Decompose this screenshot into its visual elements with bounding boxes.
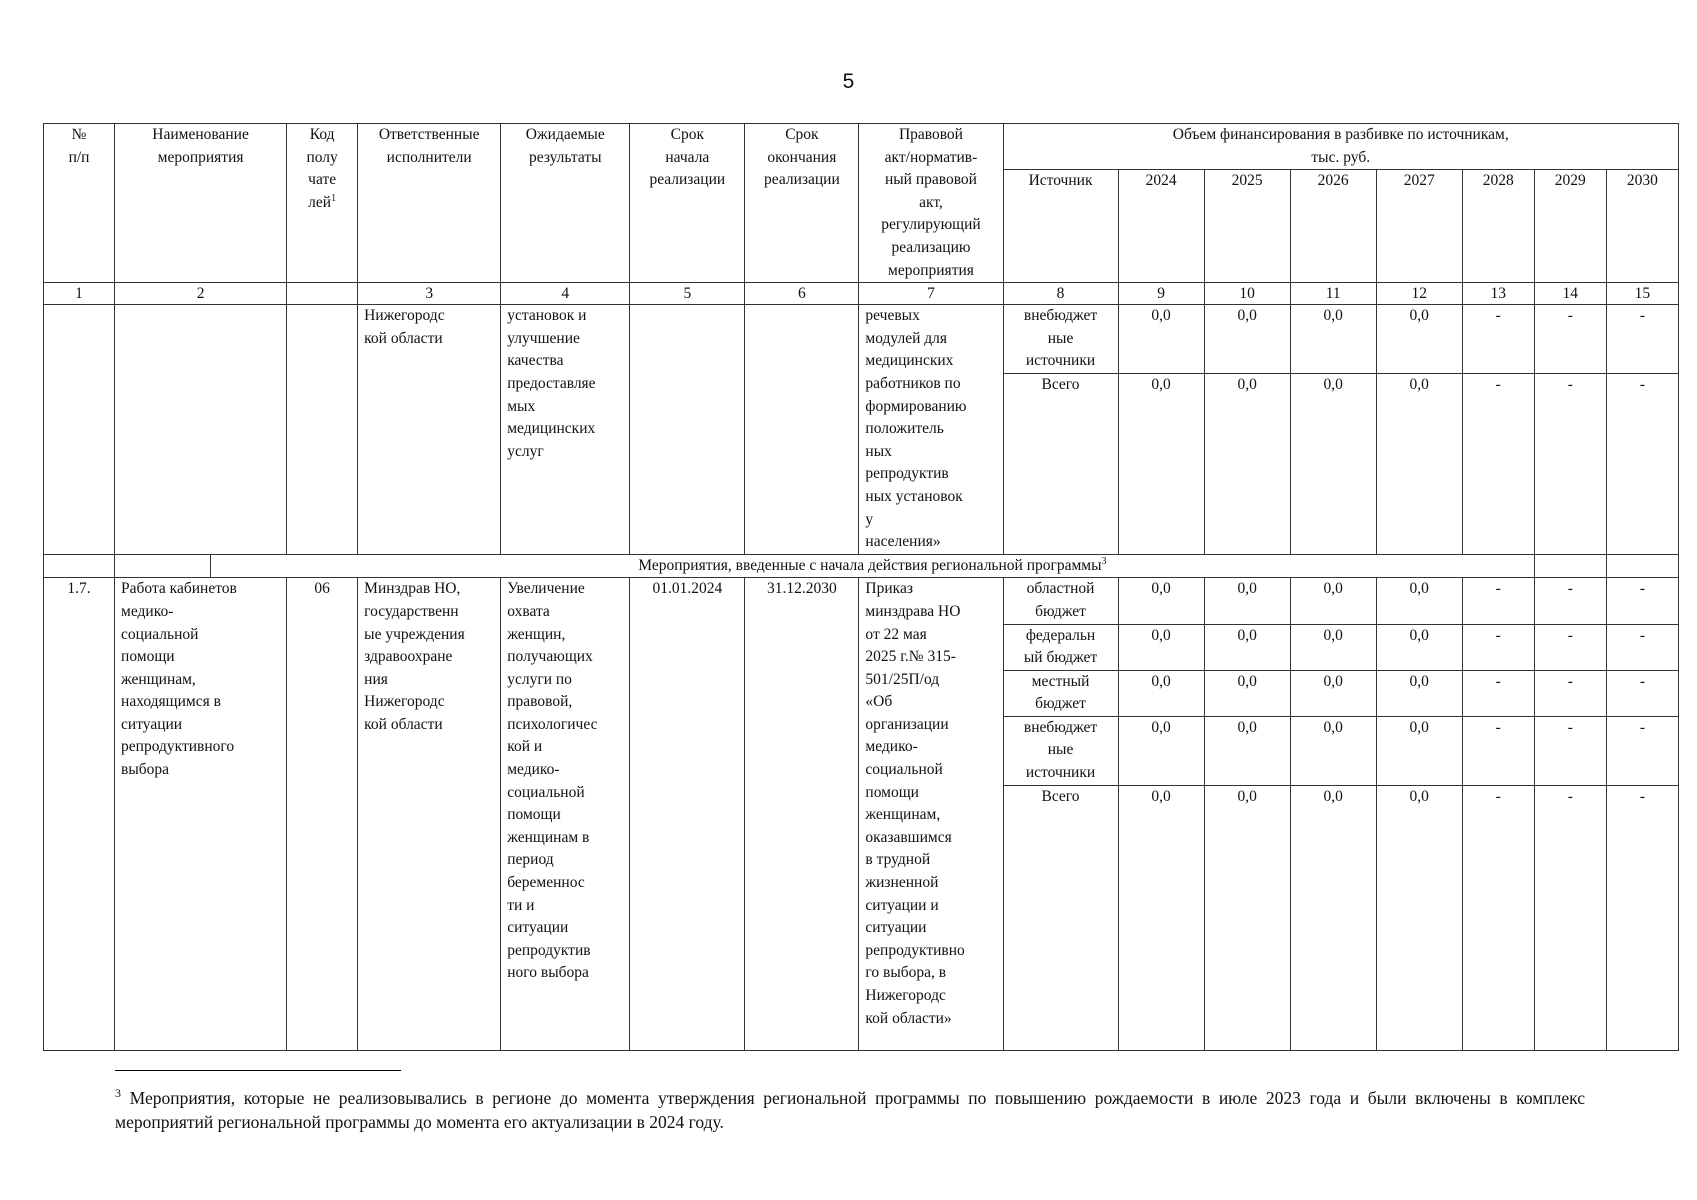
funding-value: 0,0 bbox=[1118, 716, 1204, 785]
header-code-sup: 1 bbox=[331, 192, 337, 204]
column-number: 11 bbox=[1290, 283, 1376, 305]
footnote-marker: 3 bbox=[115, 1086, 121, 1101]
funding-value: - bbox=[1534, 624, 1606, 670]
source-name: внебюджет ные источники bbox=[1003, 305, 1118, 374]
item-num: 1.7. bbox=[44, 578, 115, 1050]
funding-value: - bbox=[1534, 578, 1606, 624]
header-result: Ожидаемые результаты bbox=[501, 124, 630, 283]
section-row bbox=[44, 554, 1679, 578]
funding-value: - bbox=[1606, 305, 1678, 374]
column-number: 10 bbox=[1204, 283, 1290, 305]
funding-value: 0,0 bbox=[1118, 374, 1204, 555]
item-act: Приказ минздрава НО от 22 мая 2025 г.№ 315- 501/25П/од «Об организации медико- социальной помощи женщинам, оказавшимся в трудной жизненной ситуации и ситуации репродуктивно го выбора, в Нижегородс кой области» bbox=[859, 578, 1003, 1050]
funding-table bbox=[43, 123, 1679, 1051]
funding-value: 0,0 bbox=[1118, 624, 1204, 670]
header-name: Наименование мероприятия bbox=[115, 124, 287, 283]
header-year: 2026 bbox=[1290, 170, 1376, 283]
source-name: Всего bbox=[1003, 374, 1118, 555]
header-act: Правовой акт/норматив- ный правовой акт, регулирующий реализацию мероприятия bbox=[859, 124, 1003, 283]
column-number: 5 bbox=[630, 283, 745, 305]
funding-value: 0,0 bbox=[1376, 374, 1462, 555]
column-number: 4 bbox=[501, 283, 630, 305]
funding-value: 0,0 bbox=[1118, 785, 1204, 1050]
item-exec: Минздрав НО, государственн ые учреждения здравоохране ния Нижегородс кой области bbox=[358, 578, 501, 1050]
funding-value: - bbox=[1534, 716, 1606, 785]
section-blank-cell bbox=[115, 554, 211, 578]
column-numbers-row bbox=[44, 283, 1679, 305]
page-number: 5 bbox=[842, 70, 855, 93]
footnote-text: Мероприятия, которые не реализовывались в регионе до момента утверждения региональной программы по повышению рождаемости в июле 2023 года и были включены в комплекс мероприятий региональной программы до момента его актуализации в 2024 году. bbox=[115, 1088, 1585, 1132]
header-year: 2028 bbox=[1462, 170, 1534, 283]
header-funding: Объем финансирования в разбивке по источникам, тыс. руб. bbox=[1003, 124, 1679, 170]
continuation-start-cell bbox=[630, 305, 745, 555]
funding-value: 0,0 bbox=[1118, 670, 1204, 716]
section-num-cell bbox=[44, 554, 115, 578]
funding-value: 0,0 bbox=[1376, 305, 1462, 374]
funding-value: - bbox=[1606, 716, 1678, 785]
funding-value: 0,0 bbox=[1376, 785, 1462, 1050]
column-number: 15 bbox=[1606, 283, 1678, 305]
funding-value: 0,0 bbox=[1376, 578, 1462, 624]
funding-value: 0,0 bbox=[1118, 578, 1204, 624]
continuation-end-cell bbox=[745, 305, 859, 555]
funding-value: - bbox=[1462, 670, 1534, 716]
continuation-act: речевых модулей для медицинских работников по формированию положитель ных репродуктив ных установок у населения» bbox=[859, 305, 1003, 555]
funding-value: - bbox=[1462, 374, 1534, 555]
section-title-text: Мероприятия, введенные с начала действия региональной программы bbox=[638, 556, 1102, 574]
item-code: 06 bbox=[287, 578, 358, 1050]
funding-value: 0,0 bbox=[1290, 624, 1376, 670]
funding-value: 0,0 bbox=[1290, 716, 1376, 785]
table-row bbox=[44, 305, 1679, 374]
funding-value: 0,0 bbox=[1376, 716, 1462, 785]
column-number: 3 bbox=[358, 283, 501, 305]
header-start: Срок начала реализации bbox=[630, 124, 745, 283]
funding-value: - bbox=[1606, 624, 1678, 670]
funding-value: 0,0 bbox=[1204, 578, 1290, 624]
funding-value: 0,0 bbox=[1204, 670, 1290, 716]
header-year: 2025 bbox=[1204, 170, 1290, 283]
funding-value: - bbox=[1534, 670, 1606, 716]
header-year: 2024 bbox=[1118, 170, 1204, 283]
header-end: Срок окончания реализации bbox=[745, 124, 859, 283]
column-number bbox=[287, 283, 358, 305]
continuation-name-cell bbox=[115, 305, 287, 555]
funding-value: 0,0 bbox=[1290, 785, 1376, 1050]
funding-value: 0,0 bbox=[1290, 670, 1376, 716]
header-year: 2030 bbox=[1606, 170, 1678, 283]
column-number: 9 bbox=[1118, 283, 1204, 305]
column-number: 1 bbox=[44, 283, 115, 305]
continuation-code-cell bbox=[287, 305, 358, 555]
section-blank-cell bbox=[1534, 554, 1606, 578]
funding-value: 0,0 bbox=[1290, 374, 1376, 555]
source-name: местный бюджет bbox=[1003, 670, 1118, 716]
continuation-num-cell bbox=[44, 305, 115, 555]
funding-value: 0,0 bbox=[1204, 785, 1290, 1050]
continuation-result: установок и улучшение качества предоставляе мых медицинских услуг bbox=[501, 305, 630, 555]
header-year: 2029 bbox=[1534, 170, 1606, 283]
funding-value: 0,0 bbox=[1376, 624, 1462, 670]
section-title-sup: 3 bbox=[1101, 555, 1107, 567]
source-name: федеральн ый бюджет bbox=[1003, 624, 1118, 670]
column-number: 7 bbox=[859, 283, 1003, 305]
item-start: 01.01.2024 bbox=[630, 578, 745, 1050]
funding-value: - bbox=[1462, 785, 1534, 1050]
header-row bbox=[44, 124, 1679, 170]
column-number: 6 bbox=[745, 283, 859, 305]
section-title bbox=[211, 554, 1535, 578]
source-name: Всего bbox=[1003, 785, 1118, 1050]
column-number: 13 bbox=[1462, 283, 1534, 305]
funding-value: - bbox=[1462, 716, 1534, 785]
funding-value: - bbox=[1462, 578, 1534, 624]
funding-value: - bbox=[1462, 305, 1534, 374]
continuation-exec: Нижегородс кой области bbox=[358, 305, 501, 555]
header-code-text: Код полу чате лей bbox=[306, 126, 338, 211]
column-number: 8 bbox=[1003, 283, 1118, 305]
funding-value: - bbox=[1534, 305, 1606, 374]
header-num: № п/п bbox=[44, 124, 115, 283]
header-source: Источник bbox=[1003, 170, 1118, 283]
funding-value: - bbox=[1534, 374, 1606, 555]
funding-value: 0,0 bbox=[1204, 624, 1290, 670]
funding-value: 0,0 bbox=[1290, 305, 1376, 374]
item-end: 31.12.2030 bbox=[745, 578, 859, 1050]
header-code bbox=[287, 124, 358, 283]
item-name: Работа кабинетов медико- социальной помощи женщинам, находящимся в ситуации репродуктивного выбора bbox=[115, 578, 287, 1050]
header-year: 2027 bbox=[1376, 170, 1462, 283]
funding-value: - bbox=[1606, 578, 1678, 624]
header-exec: Ответственные исполнители bbox=[358, 124, 501, 283]
funding-value: 0,0 bbox=[1376, 670, 1462, 716]
source-name: внебюджет ные источники bbox=[1003, 716, 1118, 785]
funding-value: 0,0 bbox=[1204, 374, 1290, 555]
funding-value: 0,0 bbox=[1204, 305, 1290, 374]
footnote bbox=[115, 1086, 1585, 1134]
column-number: 14 bbox=[1534, 283, 1606, 305]
section-blank-cell bbox=[1606, 554, 1678, 578]
funding-value: - bbox=[1534, 785, 1606, 1050]
funding-value: 0,0 bbox=[1118, 305, 1204, 374]
item-result: Увеличение охвата женщин, получающих услуги по правовой, психологичес кой и медико- социальной помощи женщинам в период беременнос ти и ситуации репродуктив ного выбора bbox=[501, 578, 630, 1050]
funding-value: - bbox=[1606, 374, 1678, 555]
column-number: 12 bbox=[1376, 283, 1462, 305]
funding-value: - bbox=[1462, 624, 1534, 670]
funding-value: 0,0 bbox=[1290, 578, 1376, 624]
funding-value: 0,0 bbox=[1204, 716, 1290, 785]
funding-value: - bbox=[1606, 785, 1678, 1050]
table-row bbox=[44, 578, 1679, 624]
footnote-divider bbox=[115, 1070, 401, 1071]
funding-value: - bbox=[1606, 670, 1678, 716]
source-name: областной бюджет bbox=[1003, 578, 1118, 624]
column-number: 2 bbox=[115, 283, 287, 305]
